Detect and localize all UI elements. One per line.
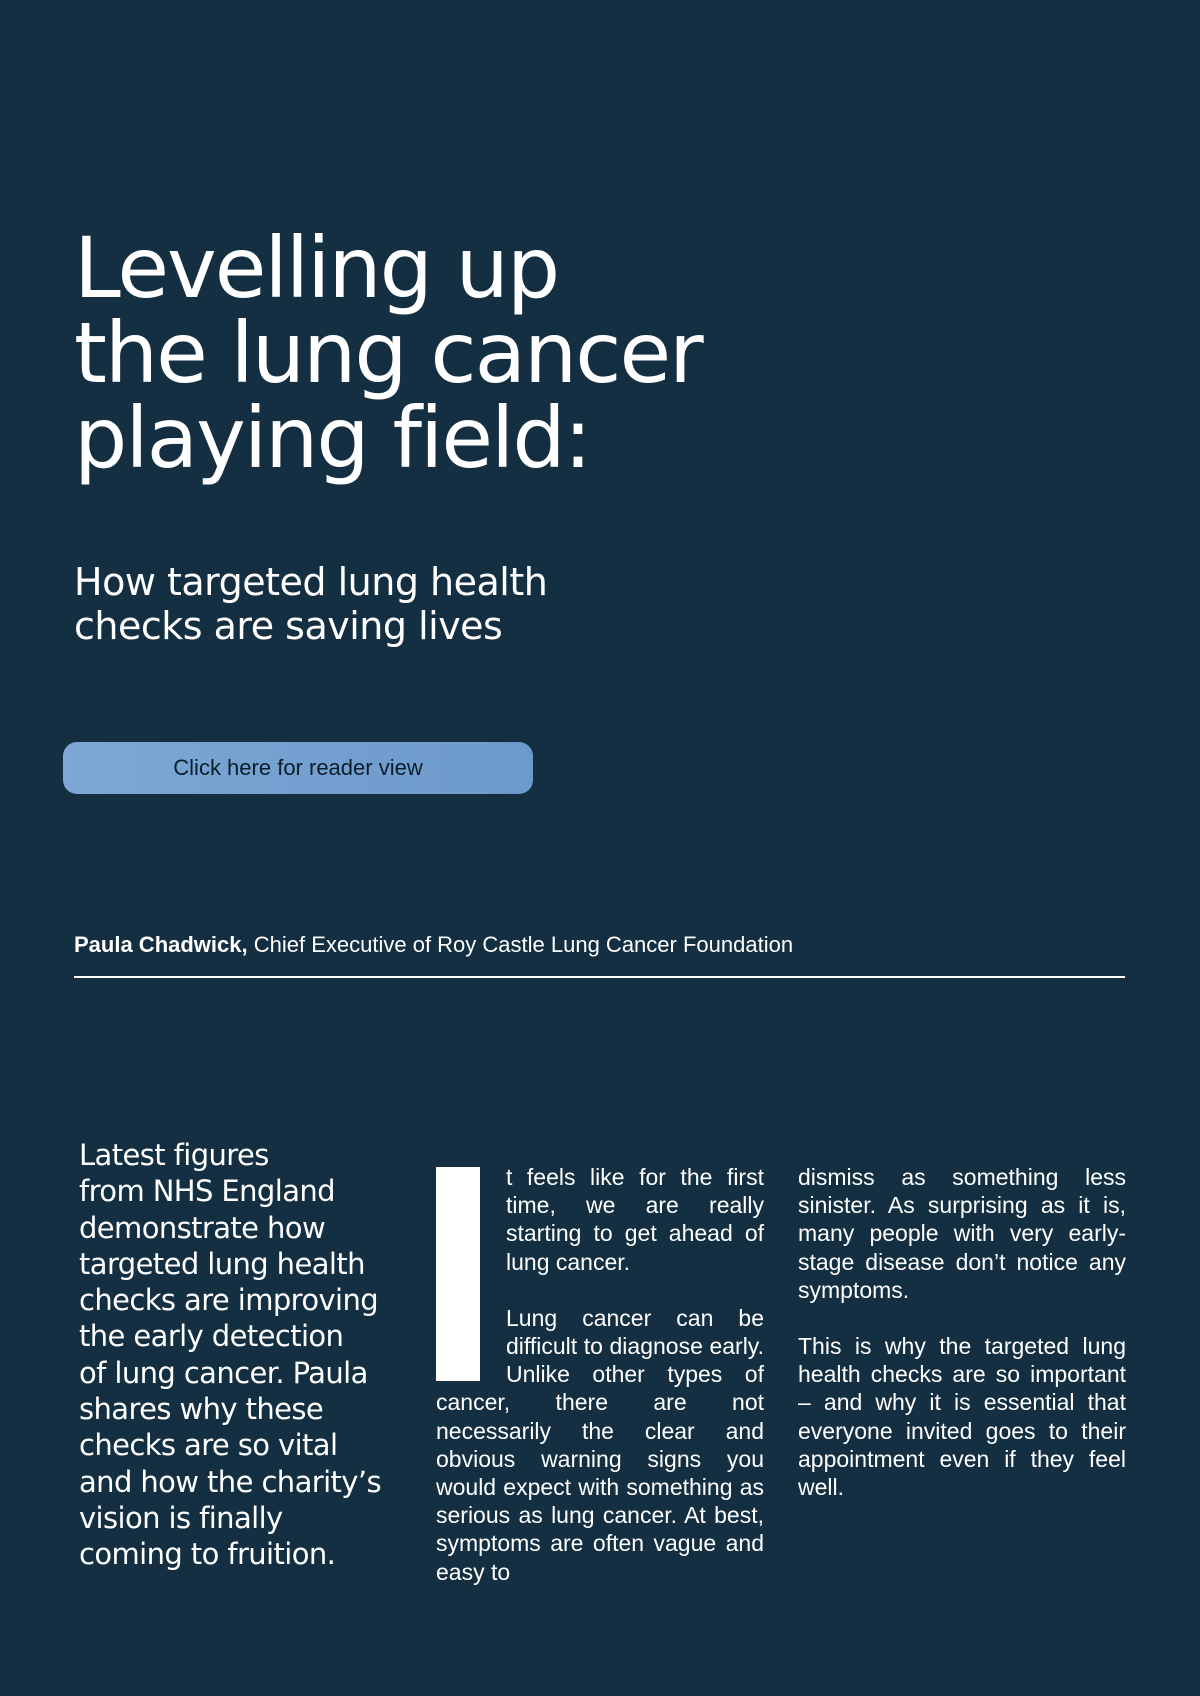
body-column-2 (798, 1163, 1126, 1529)
drop-cap: I (436, 1167, 480, 1381)
reader-view-button[interactable]: Click here for reader view (63, 742, 533, 794)
article-title: Levelling up the lung cancer playing field: (74, 219, 702, 487)
author-name: Paula Chadwick, (74, 932, 248, 957)
body-column-1 (436, 1163, 764, 1614)
body-paragraph: t feels like for the first time, we are really starting to get ahead of lung cancer. (506, 1164, 764, 1275)
author-byline (74, 930, 793, 960)
author-role: Chief Executive of Roy Castle Lung Cancer Foundation (253, 932, 794, 957)
article-subtitle: How targeted lung health checks are saving lives (74, 560, 548, 648)
body-paragraph: dismiss as something less sinister. As surprising as it is, many people with very early-stage disease don’t notice any symptoms. (798, 1164, 1126, 1303)
article-intro: Latest figures from NHS England demonstrate how targeted lung health checks are improving the early detection of lung cancer. Paula shares why these checks are so vital and how the charity’s vision is finally coming to fruition. (79, 1138, 381, 1572)
byline-divider (74, 976, 1125, 978)
body-paragraph: This is why the targeted lung health checks are so important – and why it is essential that everyone invited goes to their appointment even if they feel well. (798, 1333, 1126, 1501)
body-paragraph: Lung cancer can be difficult to diagnose early. Unlike other types of cancer, there are not necessarily the clear and obvious warning signs you would expect with something as serious as lung cancer. At best, symptoms are often vague and easy to (436, 1304, 764, 1585)
